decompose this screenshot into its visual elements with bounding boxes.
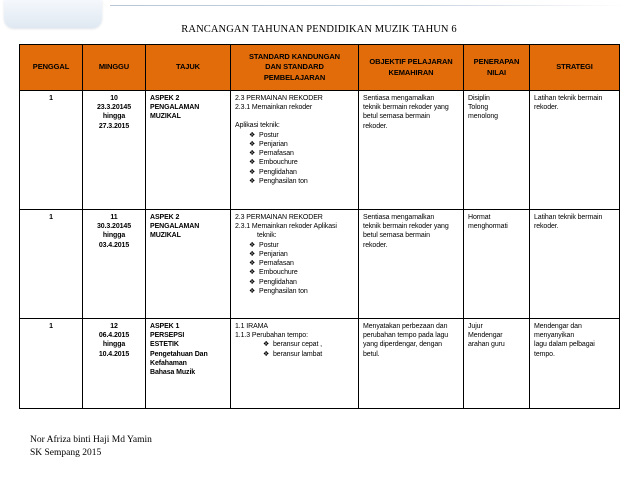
table-row	[20, 91, 620, 210]
strategi-line: lagu dalam pelbagai tempo.	[534, 341, 595, 358]
nilai-line: Hormat	[468, 214, 491, 221]
cell-tajuk	[146, 319, 231, 409]
objektif-line: Sentiasa mengamalkan	[363, 214, 435, 221]
header-objektif-line: KEMAHIRAN	[388, 67, 434, 77]
week-hingga: hingga	[102, 341, 126, 349]
cell-objektif	[359, 319, 464, 409]
school-name: SK Sempang 2015	[30, 448, 102, 459]
header-objektif-line: OBJEKTIF PELAJARAN	[369, 57, 453, 67]
strategi-line: Latihan teknik bermain	[534, 95, 603, 102]
tajuk-line: ESTETIK	[150, 341, 179, 349]
bullet-item: ❖ Embouchure	[249, 158, 354, 167]
tajuk-line: ASPEK 2	[150, 95, 180, 102]
nilai-line: menolong	[468, 113, 498, 121]
week-date-start: 30.3.20145	[96, 223, 132, 231]
bullet-item: ❖ beransur lambat	[263, 350, 354, 359]
cell-penggal: 1	[20, 91, 83, 210]
tajuk-line: ASPEK 2	[150, 214, 180, 221]
table-row	[20, 319, 620, 409]
table-header-row	[20, 45, 620, 91]
header-penerapan-line: PENERAPAN	[473, 57, 520, 67]
tajuk-line: PERSEPSI	[150, 332, 185, 340]
nilai-line: Mendengar	[468, 332, 503, 340]
header-strategi: STRATEGI	[530, 45, 620, 91]
objektif-line: Sentiasa mengamalkan	[363, 95, 435, 102]
strategi-line: rekoder.	[534, 104, 559, 112]
week-date-start: 23.3.20145	[96, 104, 132, 112]
header-penerapan-line: NILAI	[486, 67, 507, 77]
objektif-line: perubahan tempo pada lagu	[363, 332, 449, 340]
objektif-line: teknik bermain rekoder yang	[363, 104, 449, 112]
objektif-line: yang diperdengar, dengan	[363, 341, 442, 349]
bullet-item: ❖ Penghasilan ton	[249, 287, 354, 296]
header-rule	[110, 5, 628, 6]
standard-subheading: Aplikasi teknik:	[235, 122, 280, 130]
bullet-item: ❖ Penjarian	[249, 140, 354, 149]
tajuk-line: Kefahaman	[150, 359, 187, 367]
cell-penggal: 1	[20, 319, 83, 409]
nilai-line: Jujur	[468, 323, 483, 330]
strategi-line: Latihan teknik bermain	[534, 214, 603, 221]
header-standard-line: PEMBELAJARAN	[263, 72, 326, 82]
cell-nilai	[464, 210, 530, 319]
cell-objektif	[359, 91, 464, 210]
bullet-item: ❖ beransur cepat ,	[263, 340, 354, 349]
week-date-end: 10.4.2015	[98, 350, 130, 358]
header-standard	[231, 45, 359, 91]
nilai-line: Tolong	[468, 104, 489, 112]
tajuk-line: ASPEK 1	[150, 323, 180, 330]
header-objektif	[359, 45, 464, 91]
document-footer	[30, 434, 152, 461]
cell-nilai	[464, 319, 530, 409]
nilai-line: Disiplin	[468, 95, 490, 102]
author-name: Nor Afriza binti Haji Md Yamin	[30, 435, 152, 445]
cell-nilai	[464, 91, 530, 210]
cell-penggal: 1	[20, 210, 83, 319]
cell-standard	[231, 319, 359, 409]
standard-line: 2.3.1 Memainkan rekoder	[235, 104, 313, 112]
tajuk-line: Bahasa Muzik	[150, 369, 196, 377]
objektif-line: rekoder.	[363, 241, 388, 249]
tajuk-line: PENGALAMAN	[150, 223, 200, 231]
cell-tajuk	[146, 91, 231, 210]
tajuk-line: MUZIKAL	[150, 113, 181, 121]
bullet-item: ❖ Pernafasan	[249, 259, 354, 268]
standard-line: 1.1 IRAMA	[235, 323, 268, 330]
cell-tajuk	[146, 210, 231, 319]
week-number: 10	[110, 95, 118, 102]
tajuk-line: MUZIKAL	[150, 232, 181, 240]
bullet-item: ❖ Penglidahan	[249, 168, 354, 177]
tajuk-line: PENGALAMAN	[150, 104, 200, 112]
objektif-line: betul semasa bermain	[363, 113, 430, 121]
cell-strategi	[530, 91, 620, 210]
standard-subheading: teknik:	[257, 232, 277, 240]
cell-objektif	[359, 210, 464, 319]
document-title: RANCANGAN TAHUNAN PENDIDIKAN MUZIK TAHUN 6	[181, 24, 457, 35]
week-date-start: 06.4.2015	[98, 332, 130, 340]
objektif-line: betul.	[363, 350, 380, 358]
header-standard-line: STANDARD KANDUNGAN	[249, 52, 340, 62]
cell-standard	[231, 210, 359, 319]
bullet-item: ❖ Embouchure	[249, 268, 354, 277]
week-date-end: 27.3.2015	[98, 122, 130, 130]
week-number: 11	[110, 214, 118, 221]
standard-line: 2.3 PERMAINAN REKODER	[235, 95, 323, 102]
standard-line: 1.1.3 Perubahan tempo:	[235, 332, 308, 340]
standard-line: 2.3 PERMAINAN REKODER	[235, 214, 323, 221]
cell-strategi	[530, 210, 620, 319]
bullet-item: ❖ Penghasilan ton	[249, 177, 354, 186]
cell-minggu	[83, 210, 146, 319]
objektif-line: betul semasa bermain	[363, 232, 430, 240]
header-tajuk: TAJUK	[146, 45, 231, 91]
header-standard-line: DAN STANDARD	[265, 62, 324, 72]
objektif-line: teknik bermain rekoder yang	[363, 223, 449, 231]
objektif-line: rekoder.	[363, 122, 388, 130]
bullet-item: ❖ Postur	[249, 131, 354, 140]
cell-standard	[231, 91, 359, 210]
tajuk-line: Pengetahuan Dan	[150, 350, 208, 358]
standard-line: 2.3.1 Memainkan rekoder Aplikasi	[235, 223, 337, 231]
nilai-line: arahan guru	[468, 341, 505, 349]
bullet-item: ❖ Postur	[249, 241, 354, 250]
strategi-line: rekoder.	[534, 223, 559, 231]
nilai-line: menghormati	[468, 223, 508, 231]
week-number: 12	[110, 323, 118, 330]
yearly-plan-table	[19, 44, 620, 409]
cell-strategi	[530, 319, 620, 409]
objektif-line: Menyatakan perbezaan dan	[363, 323, 448, 330]
cell-minggu	[83, 91, 146, 210]
cell-minggu	[83, 319, 146, 409]
header-minggu: MINGGU	[83, 45, 146, 91]
week-hingga: hingga	[102, 113, 126, 121]
table-row	[20, 210, 620, 319]
header-penggal: PENGGAL	[20, 45, 83, 91]
bullet-item: ❖ Penjarian	[249, 250, 354, 259]
week-date-end: 03.4.2015	[98, 241, 130, 249]
header-penerapan	[464, 45, 530, 91]
bullet-item: ❖ Penglidahan	[249, 278, 354, 287]
week-hingga: hingga	[102, 232, 126, 240]
strategi-line: Mendengar dan menyanyikan	[534, 323, 582, 340]
bullet-item: ❖ Pernafasan	[249, 149, 354, 158]
